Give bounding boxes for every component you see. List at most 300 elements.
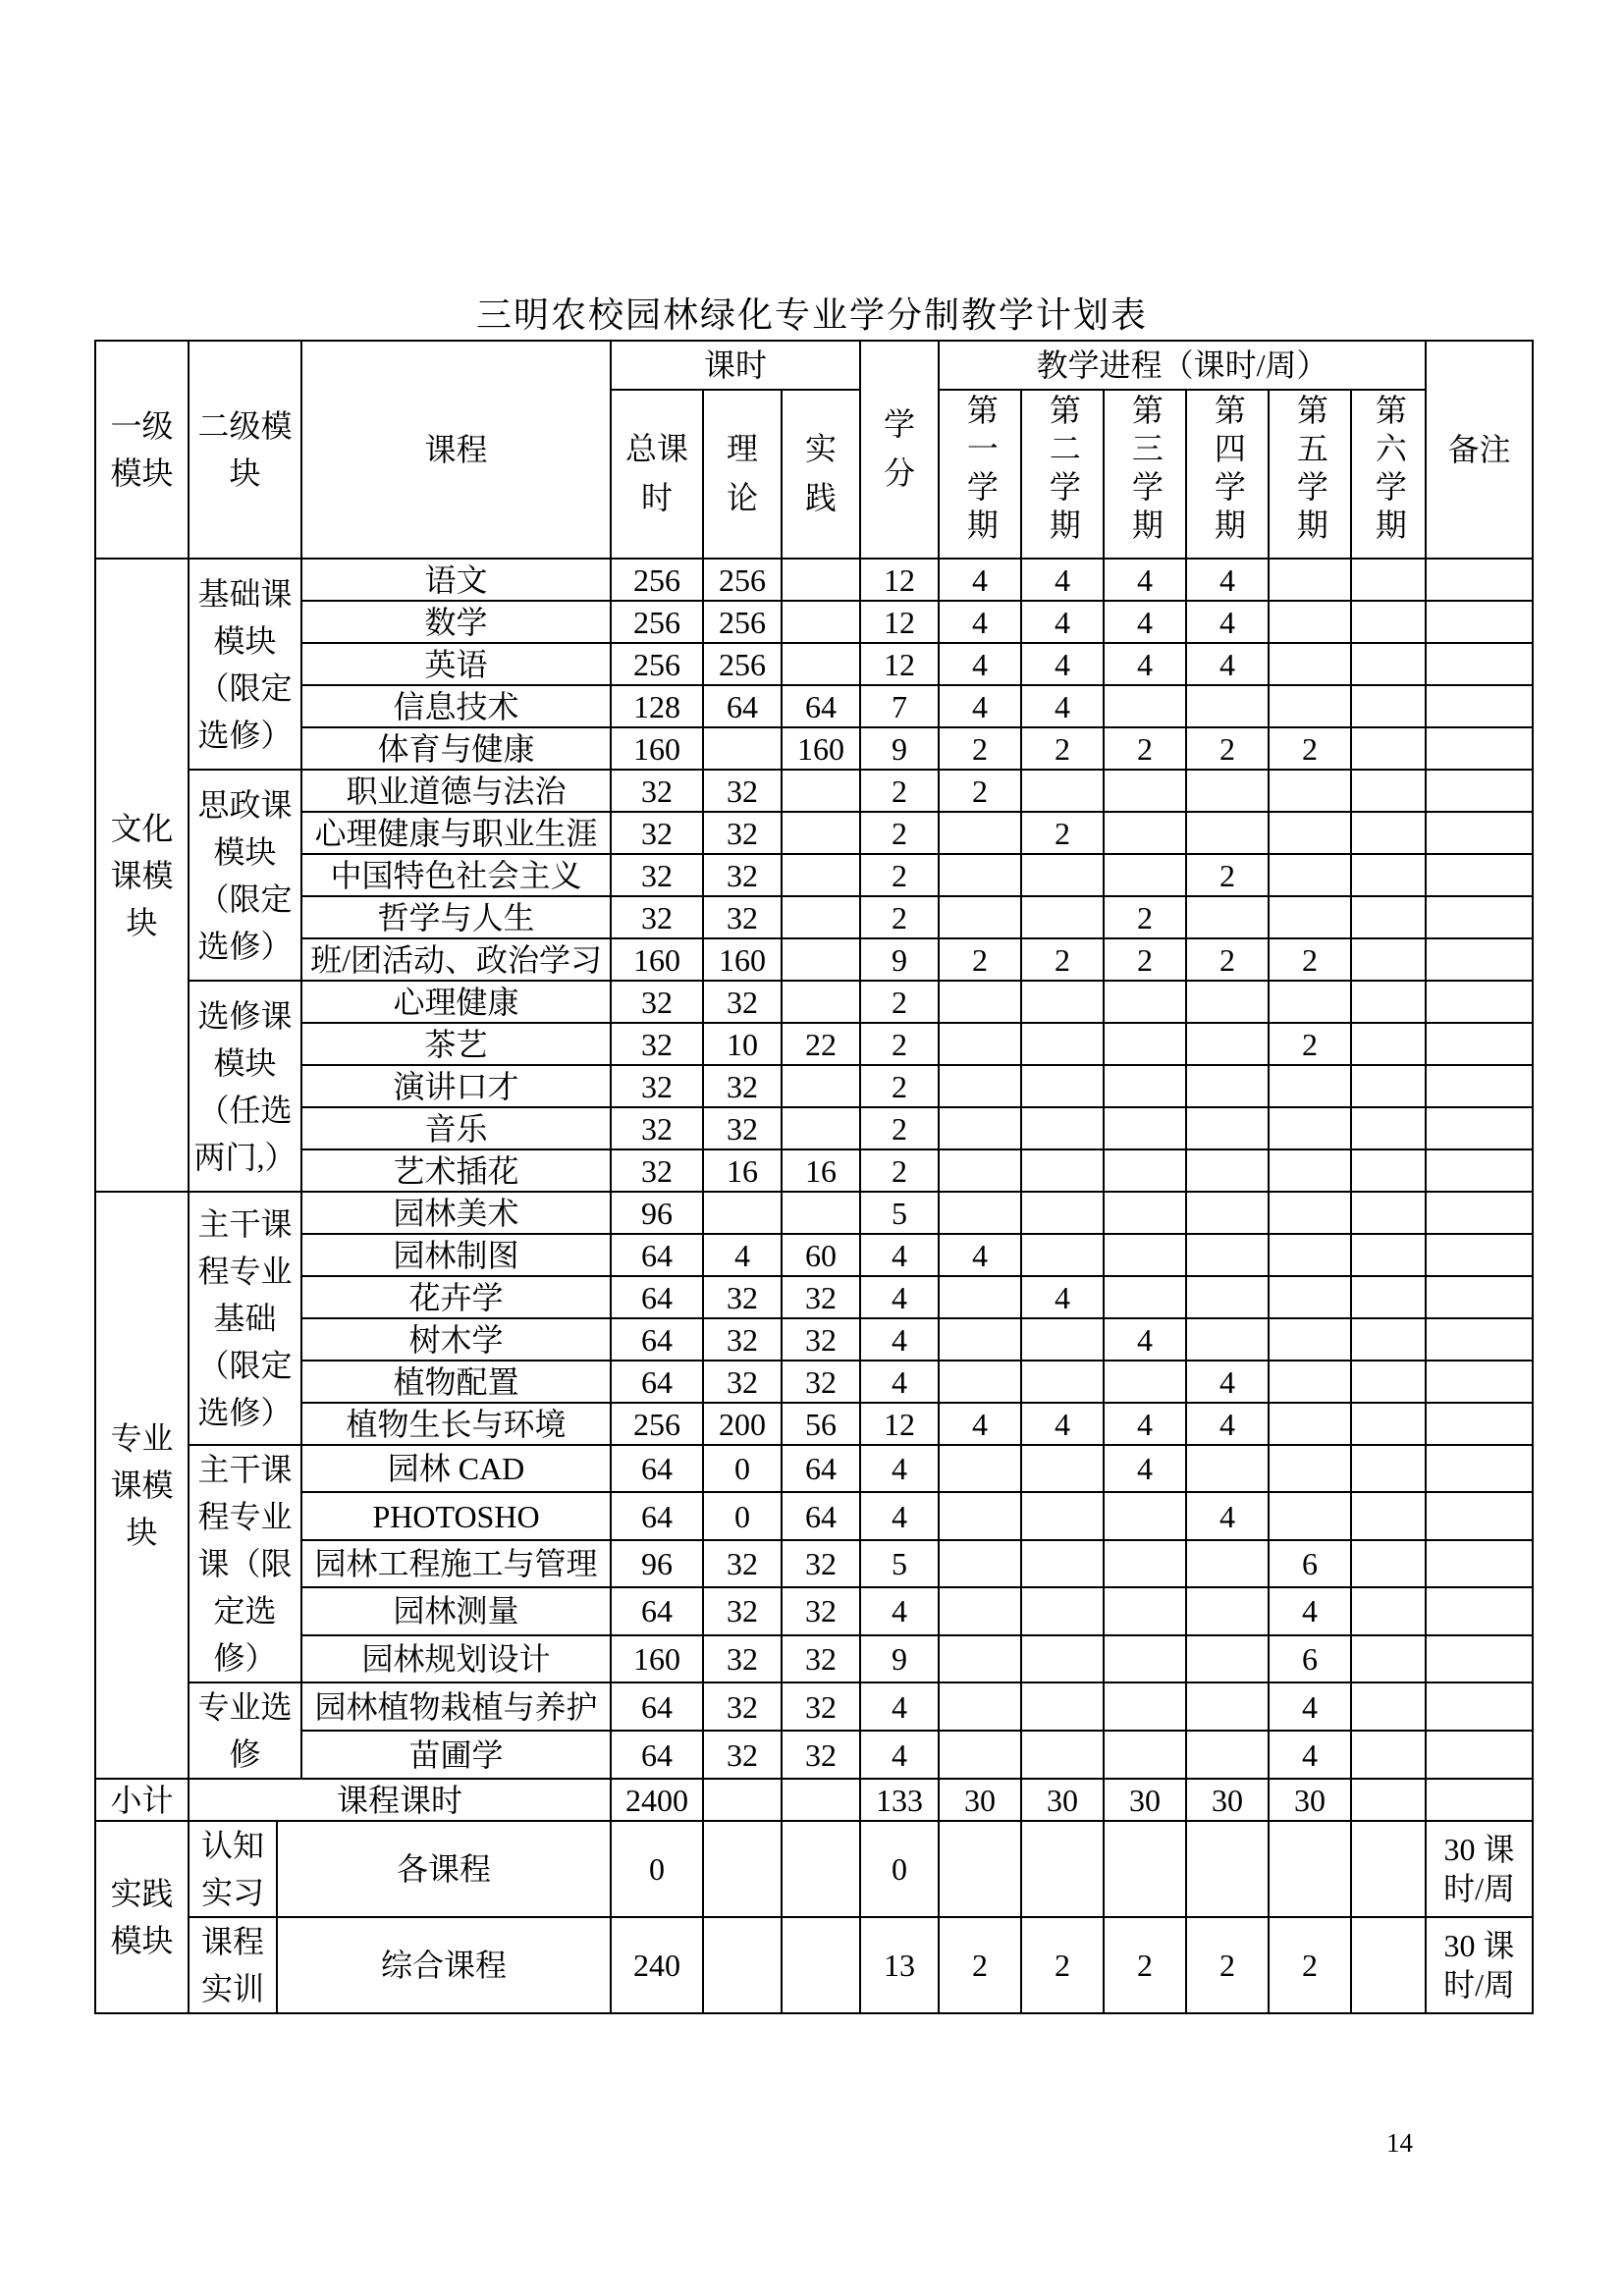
module1-cell: 实践模块 — [95, 1821, 189, 2013]
table-cell — [939, 896, 1021, 938]
table-cell: 4 — [1021, 685, 1104, 727]
remark-cell — [1426, 1361, 1533, 1403]
module2-cell: 主干课程专业课（限定选修） — [189, 1445, 301, 1682]
table-cell: 2 — [1186, 854, 1269, 896]
table-cell: 2 — [860, 770, 939, 812]
table-cell — [1104, 1635, 1186, 1682]
table-row — [95, 938, 1533, 981]
table-cell: 4 — [1021, 643, 1104, 685]
remark-cell — [1426, 1682, 1533, 1731]
table-cell: 200 — [703, 1403, 782, 1445]
table-cell — [939, 1276, 1021, 1318]
table-cell: 4 — [1269, 1731, 1351, 1779]
table-cell: 32 — [703, 981, 782, 1023]
table-cell — [1104, 685, 1186, 727]
table-cell: 64 — [611, 1445, 703, 1492]
table-cell: 30 — [1269, 1779, 1351, 1821]
course-name-cell: 苗圃学 — [301, 1731, 611, 1779]
remark-cell — [1426, 685, 1533, 727]
table-cell — [1186, 1587, 1269, 1634]
table-row — [95, 1107, 1533, 1149]
table-cell — [782, 981, 860, 1023]
table-cell — [1186, 1065, 1269, 1107]
table-cell — [703, 1821, 782, 1917]
table-cell — [703, 1917, 782, 2013]
course-name-cell: 植物配置 — [301, 1361, 611, 1403]
table-cell: 64 — [782, 685, 860, 727]
table-cell: 32 — [703, 1107, 782, 1149]
table-cell — [1021, 1731, 1104, 1779]
table-cell: 6 — [1269, 1540, 1351, 1587]
table-cell — [1186, 770, 1269, 812]
course-name-cell: 心理健康与职业生涯 — [301, 812, 611, 854]
table-cell — [1186, 1318, 1269, 1361]
table-cell — [939, 1635, 1021, 1682]
table-row — [95, 1065, 1533, 1107]
table-cell — [939, 1192, 1021, 1234]
table-body — [95, 559, 1533, 2013]
table-cell: 2 — [1186, 938, 1269, 981]
table-cell: 4 — [1021, 601, 1104, 643]
table-cell: 9 — [860, 1635, 939, 1682]
table-cell: 32 — [703, 1635, 782, 1682]
table-cell: 256 — [611, 559, 703, 601]
table-cell — [1021, 1107, 1104, 1149]
table-cell: 2 — [860, 854, 939, 896]
table-row — [95, 1540, 1533, 1587]
table-cell — [1351, 1403, 1426, 1445]
table-cell — [782, 938, 860, 981]
course-name-cell: 信息技术 — [301, 685, 611, 727]
table-cell: 0 — [611, 1821, 703, 1917]
course-name-cell: 花卉学 — [301, 1276, 611, 1318]
header-semester-1: 第一学期 — [939, 390, 1021, 559]
table-cell: 6 — [1269, 1635, 1351, 1682]
table-cell — [1351, 896, 1426, 938]
table-cell — [782, 854, 860, 896]
table-row — [95, 1361, 1533, 1403]
table-cell — [1186, 1192, 1269, 1234]
table-cell: 4 — [1104, 1403, 1186, 1445]
table-cell: 2 — [1104, 1917, 1186, 2013]
header-total-hours: 总课时 — [611, 390, 703, 559]
table-cell: 4 — [1186, 643, 1269, 685]
table-cell: 16 — [703, 1149, 782, 1192]
course-name-cell: 艺术插花 — [301, 1149, 611, 1192]
table-cell: 32 — [703, 1065, 782, 1107]
table-row — [95, 1276, 1533, 1318]
table-cell — [1186, 981, 1269, 1023]
table-cell — [1104, 1023, 1186, 1065]
table-cell: 256 — [703, 559, 782, 601]
course-name-cell: 综合课程 — [277, 1917, 611, 2013]
table-cell — [782, 601, 860, 643]
table-cell — [1186, 812, 1269, 854]
table-cell: 12 — [860, 643, 939, 685]
table-cell — [1186, 1540, 1269, 1587]
table-cell — [1351, 812, 1426, 854]
table-cell — [1269, 1065, 1351, 1107]
table-cell: 32 — [611, 1107, 703, 1149]
table-cell — [1269, 1149, 1351, 1192]
table-cell: 4 — [1021, 1403, 1104, 1445]
remark-cell — [1426, 1403, 1533, 1445]
table-cell: 2 — [1186, 1917, 1269, 2013]
header-credits: 学分 — [860, 341, 939, 559]
table-cell: 32 — [703, 1318, 782, 1361]
table-cell — [1269, 1192, 1351, 1234]
remark-cell — [1426, 1492, 1533, 1539]
module1-cell: 专业课模块 — [95, 1192, 189, 1779]
table-cell: 2 — [1021, 938, 1104, 981]
table-header — [95, 341, 1533, 559]
header-semester-3: 第三学期 — [1104, 390, 1186, 559]
table-cell — [1351, 1821, 1426, 1917]
table-cell — [939, 981, 1021, 1023]
table-cell: 133 — [860, 1779, 939, 1821]
table-cell: 12 — [860, 1403, 939, 1445]
table-cell — [939, 1540, 1021, 1587]
table-row — [95, 1234, 1533, 1276]
table-cell — [1351, 559, 1426, 601]
table-cell — [1351, 854, 1426, 896]
table-cell — [939, 1821, 1021, 1917]
table-cell: 2 — [1269, 938, 1351, 981]
table-cell — [1351, 770, 1426, 812]
table-cell: 32 — [782, 1361, 860, 1403]
table-cell — [782, 1821, 860, 1917]
table-cell — [939, 812, 1021, 854]
table-row — [95, 812, 1533, 854]
table-cell — [782, 1065, 860, 1107]
table-cell: 32 — [703, 1731, 782, 1779]
table-row — [95, 1492, 1533, 1539]
table-cell — [782, 896, 860, 938]
course-name-cell: 英语 — [301, 643, 611, 685]
table-cell — [1186, 1731, 1269, 1779]
table-cell: 256 — [703, 643, 782, 685]
table-cell — [1351, 1276, 1426, 1318]
remark-cell — [1426, 938, 1533, 981]
table-cell: 4 — [1186, 601, 1269, 643]
table-cell: 240 — [611, 1917, 703, 2013]
table-cell — [1351, 1445, 1426, 1492]
table-cell: 32 — [703, 812, 782, 854]
table-row — [95, 685, 1533, 727]
table-row — [95, 1682, 1533, 1731]
table-cell: 2 — [939, 938, 1021, 981]
table-cell: 64 — [782, 1492, 860, 1539]
course-name-cell: 植物生长与环境 — [301, 1403, 611, 1445]
table-cell: 4 — [1186, 1492, 1269, 1539]
remark-cell — [1426, 1276, 1533, 1318]
table-cell — [1021, 1635, 1104, 1682]
course-name-cell: 树木学 — [301, 1318, 611, 1361]
table-cell: 4 — [939, 1234, 1021, 1276]
table-cell: 2400 — [611, 1779, 703, 1821]
remark-cell — [1426, 1192, 1533, 1234]
table-cell: 4 — [860, 1276, 939, 1318]
header-module2: 二级模块 — [189, 341, 301, 559]
table-cell — [1186, 1821, 1269, 1917]
table-cell — [1269, 1821, 1351, 1917]
table-cell — [1269, 601, 1351, 643]
table-row — [95, 1821, 1533, 1917]
table-cell — [939, 1445, 1021, 1492]
table-cell: 0 — [860, 1821, 939, 1917]
course-name-cell: 茶艺 — [301, 1023, 611, 1065]
table-cell: 4 — [1104, 1445, 1186, 1492]
table-cell: 96 — [611, 1192, 703, 1234]
remark-cell — [1426, 1149, 1533, 1192]
header-hours-group: 课时 — [611, 341, 860, 390]
table-cell: 2 — [860, 812, 939, 854]
table-cell — [782, 1779, 860, 1821]
module2-cell: 课程实训 — [189, 1917, 277, 2013]
table-cell: 32 — [703, 770, 782, 812]
table-cell: 30 — [1186, 1779, 1269, 1821]
table-row — [95, 1149, 1533, 1192]
table-cell: 64 — [611, 1234, 703, 1276]
remark-cell — [1426, 727, 1533, 770]
table-cell — [1269, 854, 1351, 896]
course-name-cell: 演讲口才 — [301, 1065, 611, 1107]
table-cell: 2 — [1269, 727, 1351, 770]
table-cell: 9 — [860, 938, 939, 981]
course-name-cell: 音乐 — [301, 1107, 611, 1149]
table-cell: 7 — [860, 685, 939, 727]
table-cell: 32 — [703, 1276, 782, 1318]
table-cell: 4 — [860, 1682, 939, 1731]
table-row — [95, 1779, 1533, 1821]
table-cell — [1269, 1107, 1351, 1149]
course-name-cell: 园林植物栽植与养护 — [301, 1682, 611, 1731]
table-cell: 16 — [782, 1149, 860, 1192]
table-cell: 32 — [703, 1540, 782, 1587]
table-cell: 4 — [1104, 1318, 1186, 1361]
table-cell — [1021, 1192, 1104, 1234]
table-cell — [1351, 1107, 1426, 1149]
table-cell: 10 — [703, 1023, 782, 1065]
table-cell: 256 — [611, 601, 703, 643]
table-cell: 4 — [1269, 1587, 1351, 1634]
remark-cell — [1426, 770, 1533, 812]
module1-cell: 文化课模块 — [95, 559, 189, 1192]
table-cell: 160 — [703, 938, 782, 981]
remark-cell — [1426, 1587, 1533, 1634]
table-cell: 5 — [860, 1540, 939, 1587]
table-cell — [1104, 1821, 1186, 1917]
table-cell: 0 — [703, 1445, 782, 1492]
table-cell — [1104, 1361, 1186, 1403]
table-cell — [1186, 1023, 1269, 1065]
remark-cell — [1426, 601, 1533, 643]
table-row — [95, 770, 1533, 812]
table-cell — [1021, 1682, 1104, 1731]
table-cell: 2 — [1269, 1023, 1351, 1065]
header-module1: 一级模块 — [95, 341, 189, 559]
remark-cell — [1426, 1779, 1533, 1821]
table-cell: 4 — [1104, 559, 1186, 601]
course-name-cell: 哲学与人生 — [301, 896, 611, 938]
table-cell: 32 — [782, 1635, 860, 1682]
table-cell — [782, 770, 860, 812]
table-cell — [1104, 981, 1186, 1023]
table-cell — [1186, 896, 1269, 938]
table-cell — [1021, 1065, 1104, 1107]
course-name-cell: 园林测量 — [301, 1587, 611, 1634]
table-cell: 13 — [860, 1917, 939, 2013]
table-cell: 64 — [611, 1731, 703, 1779]
remark-cell — [1426, 981, 1533, 1023]
table-cell: 64 — [782, 1445, 860, 1492]
table-cell — [939, 1361, 1021, 1403]
table-cell: 2 — [1021, 1917, 1104, 2013]
remark-cell — [1426, 1023, 1533, 1065]
table-cell — [1351, 1917, 1426, 2013]
table-cell: 30 — [939, 1779, 1021, 1821]
module2-cell: 主干课程专业基础（限定选修） — [189, 1192, 301, 1445]
remark-cell — [1426, 1065, 1533, 1107]
table-cell — [1104, 1682, 1186, 1731]
table-cell — [1269, 1276, 1351, 1318]
table-cell — [1186, 1149, 1269, 1192]
table-cell: 2 — [1269, 1917, 1351, 2013]
table-cell: 32 — [611, 1065, 703, 1107]
table-cell: 96 — [611, 1540, 703, 1587]
header-course: 课程 — [301, 341, 611, 559]
table-cell: 2 — [939, 1917, 1021, 2013]
table-cell — [1269, 1492, 1351, 1539]
table-cell — [1104, 1492, 1186, 1539]
table-cell — [939, 1587, 1021, 1634]
table-cell — [1186, 1234, 1269, 1276]
course-name-cell: 各课程 — [277, 1821, 611, 1917]
course-name-cell: 职业道德与法治 — [301, 770, 611, 812]
table-cell — [1269, 559, 1351, 601]
table-cell — [1021, 1587, 1104, 1634]
table-cell — [782, 1192, 860, 1234]
table-cell — [1021, 1234, 1104, 1276]
table-cell — [1269, 981, 1351, 1023]
table-cell: 12 — [860, 601, 939, 643]
table-cell: 32 — [782, 1540, 860, 1587]
table-cell: 64 — [611, 1361, 703, 1403]
table-cell: 256 — [611, 1403, 703, 1445]
table-cell: 30 — [1021, 1779, 1104, 1821]
module2-cell: 思政课模块（限定选修） — [189, 770, 301, 981]
course-name-cell: 园林制图 — [301, 1234, 611, 1276]
table-cell — [1021, 1149, 1104, 1192]
table-cell: 12 — [860, 559, 939, 601]
table-cell: 64 — [611, 1682, 703, 1731]
table-cell: 32 — [782, 1587, 860, 1634]
course-name-cell: 园林工程施工与管理 — [301, 1540, 611, 1587]
remark-cell — [1426, 559, 1533, 601]
table-cell — [939, 1682, 1021, 1731]
table-cell — [1269, 1361, 1351, 1403]
remark-cell — [1426, 1731, 1533, 1779]
course-name-cell: 园林 CAD — [301, 1445, 611, 1492]
table-row — [95, 1445, 1533, 1492]
table-cell — [1021, 896, 1104, 938]
table-cell: 2 — [939, 770, 1021, 812]
table-row — [95, 1731, 1533, 1779]
table-row — [95, 1587, 1533, 1634]
remark-cell — [1426, 1635, 1533, 1682]
table-cell: 160 — [611, 727, 703, 770]
table-cell — [1269, 896, 1351, 938]
table-cell: 2 — [860, 896, 939, 938]
table-cell — [1104, 854, 1186, 896]
table-cell: 4 — [860, 1234, 939, 1276]
header-semester-5: 第五学期 — [1269, 390, 1351, 559]
table-cell — [1351, 1682, 1426, 1731]
table-cell: 22 — [782, 1023, 860, 1065]
remark-cell — [1426, 812, 1533, 854]
table-cell — [1186, 1682, 1269, 1731]
table-cell — [703, 1192, 782, 1234]
table-cell: 4 — [939, 601, 1021, 643]
table-cell — [1021, 770, 1104, 812]
table-cell: 160 — [611, 938, 703, 981]
table-cell — [703, 727, 782, 770]
table-cell — [1021, 1445, 1104, 1492]
table-cell: 32 — [703, 1682, 782, 1731]
table-cell: 32 — [611, 1149, 703, 1192]
table-cell: 4 — [1186, 1403, 1269, 1445]
table-cell — [1269, 643, 1351, 685]
table-cell: 160 — [611, 1635, 703, 1682]
table-cell — [939, 1107, 1021, 1149]
course-name-cell: PHOTOSHO — [301, 1492, 611, 1539]
table-cell: 32 — [782, 1276, 860, 1318]
table-cell — [1351, 981, 1426, 1023]
header-semester-4: 第四学期 — [1186, 390, 1269, 559]
table-cell: 4 — [1104, 643, 1186, 685]
module2-cell: 专业选修 — [189, 1682, 301, 1779]
table-cell — [1104, 812, 1186, 854]
header-semester-6: 第六学期 — [1351, 390, 1426, 559]
module1-cell: 小计 — [95, 1779, 189, 1821]
table-cell: 2 — [1186, 727, 1269, 770]
table-cell: 4 — [860, 1318, 939, 1361]
table-cell: 2 — [1104, 896, 1186, 938]
header-remarks: 备注 — [1426, 341, 1533, 559]
remark-cell — [1426, 1445, 1533, 1492]
table-cell: 2 — [860, 981, 939, 1023]
table-row — [95, 1403, 1533, 1445]
table-cell: 60 — [782, 1234, 860, 1276]
table-cell — [1351, 1065, 1426, 1107]
table-cell: 32 — [782, 1731, 860, 1779]
table-row — [95, 1192, 1533, 1234]
table-cell: 32 — [782, 1682, 860, 1731]
table-cell — [1104, 770, 1186, 812]
table-cell: 2 — [860, 1107, 939, 1149]
table-cell: 32 — [611, 812, 703, 854]
table-cell: 2 — [939, 727, 1021, 770]
table-cell — [1351, 601, 1426, 643]
table-cell — [1351, 1635, 1426, 1682]
table-cell — [1351, 1149, 1426, 1192]
table-cell — [1351, 643, 1426, 685]
table-cell — [1021, 1318, 1104, 1361]
table-cell: 4 — [860, 1587, 939, 1634]
table-cell — [1351, 685, 1426, 727]
table-cell — [1351, 1318, 1426, 1361]
table-cell: 64 — [611, 1587, 703, 1634]
